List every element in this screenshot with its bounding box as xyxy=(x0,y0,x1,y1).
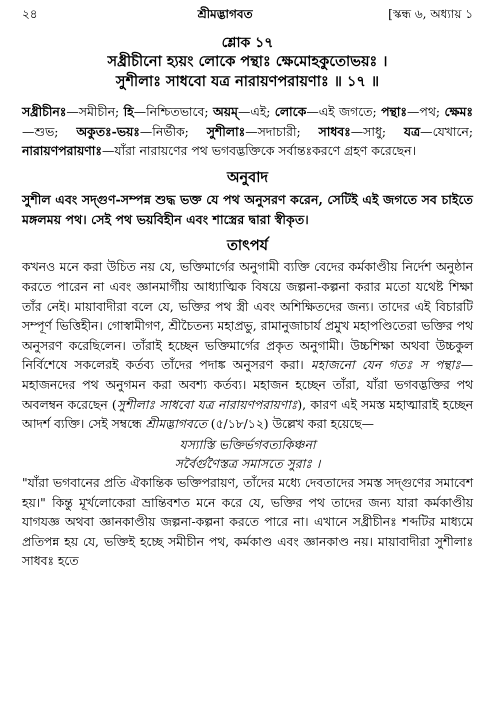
synonym-meaning: —শুভ; xyxy=(22,123,77,139)
synonym-meaning: —নিশ্চিতভাবে; xyxy=(133,104,214,119)
synonym-meaning: —সমীচীন; xyxy=(66,104,124,119)
purport-quote: সুশীলাঃ সাধবঃ xyxy=(22,534,473,569)
synonym-word: অয়ম্ xyxy=(213,104,238,119)
chapter-reference: [স্কন্ধ ৬, অধ্যায় ১ xyxy=(388,7,473,21)
purport-text: —মহাজনদের পথ অনুগমন করা অবশ্য কর্তব্য। মহাজন হচ্ছেন তাঁরা, যাঁরা ভগবদ্ভক্তির পথ অবলম্বন করেছেন ( xyxy=(22,358,473,412)
quote-line-1: যস্যাস্তি ভক্তির্ভগবত্যকিঞ্চনা xyxy=(179,436,316,452)
running-header xyxy=(22,6,473,24)
purport-quote: সুশীলাঃ সাধবো যত্র নারায়ণপরায়ণাঃ xyxy=(116,397,298,412)
synonym-meaning: —সাধু; xyxy=(350,123,404,139)
synonym-word: সাধবঃ xyxy=(318,123,351,139)
synonym-meaning: —যাঁরা নারায়ণের পথ ভগবদ্ভক্তিকে সর্বান্তঃকরণে গ্রহণ করেছেন। xyxy=(102,143,417,159)
verse-line-2: সুশীলাঃ সাধবো যত্র নারায়ণপরায়ণাঃ ॥ ১৭ ॥ xyxy=(115,73,380,90)
synonym-word: সুশীলাঃ xyxy=(206,123,246,139)
synonym-word: ক্ষেমঃ xyxy=(444,104,473,119)
verse-label: শ্লোক ১৭ xyxy=(221,35,274,51)
purport-paragraph-2 xyxy=(22,474,473,572)
synonyms xyxy=(22,102,473,161)
synonym-word: লোকে xyxy=(274,104,307,119)
purport-text: হতে xyxy=(53,554,79,569)
synonym-meaning: —এই; xyxy=(237,104,275,119)
synonym-meaning: —যেখানে; xyxy=(420,123,474,139)
purport-text: কখনও মনে করা উচিত নয় যে, ভক্তিমার্গের অনুগামী ব্যক্তি বেদের কর্মকাণ্ডীয় নির্দেশ অনুষ্ঠান করতে পারেন না এবং জ্ঞানমার্গীয় আধ্যাত্মিক বিষয়ে জল্পনা-কল্পনা করার মতো যথেষ্ট শিক্ষা তাঁর নেই। মায়াবাদীরা বলে যে, ভক্তির পথ স্ত্রী এবং অশিক্ষিতদের জন্য। তাদের এই বিচারটি সম্পূর্ণ ভিত্তিহীন। গোস্বামীগণ, শ্রীচৈতন্য মহাপ্রভু, রামানুজাচার্য প্রমুখ মহাপণ্ডিতেরা ভক্তির পথ অনুসরণ করেছিলেন। তাঁরাই হচ্ছেন ভক্তিমার্গের প্রকৃত অনুগামী। উচ্চশিক্ষা অথবা উচ্চকুল নির্বিশেষে সকলেরই কর্তব্য তাঁদের পদাঙ্ক অনুসরণ করা। xyxy=(22,260,473,373)
purport-paragraph-1 xyxy=(22,258,473,434)
purport-quote: সধ্রীচীনঃ xyxy=(352,515,397,530)
page-number: ২৪ xyxy=(22,7,38,21)
purport-quote: মহাজনো যেন গতঃ স পন্থাঃ xyxy=(310,358,461,373)
synonym-meaning: —সদাচারী; xyxy=(245,123,319,139)
verse-line-1: সধ্রীচীনো হ্যয়ং লোকে পন্থাঃ ক্ষেমোহকুতোভয়ঃ । xyxy=(107,53,388,70)
purport-quote: শ্রীমদ্ভাগবতে xyxy=(145,417,207,432)
synonym-word: যত্র xyxy=(403,123,421,139)
translation-heading: অনুবাদ xyxy=(226,168,269,186)
purport-text: (৫/১৮/১২) উল্লেখ করা হয়েছে— xyxy=(206,417,374,432)
purport-text: ), কারণ এই সমস্ত মহাত্মারাই হচ্ছেন আদর্শ ব্যক্তি। সেই সম্বন্ধে xyxy=(22,397,473,432)
purport-text: শব্দটির মাধ্যমে প্রতিপন্ন হয় যে, ভক্তিই হচ্ছে সমীচীন পথ, কর্মকাণ্ড এবং জ্ঞানকাণ্ড নয়। মায়াবাদীরা xyxy=(22,515,474,549)
translation-text: সুশীল এবং সদ্গুণ-সম্পন্ন শুদ্ধ ভক্ত যে পথ অনুসরণ করেন, সেটিই এই জগতে সব চাইতে মঙ্গলময় পথ। সেই পথ ভয়বিহীন এবং শাস্ত্রের দ্বারা স্বীকৃত। xyxy=(22,191,473,227)
synonym-meaning: —এই জগতে; xyxy=(306,104,382,119)
synonym-meaning: —নির্ভীক; xyxy=(139,123,207,139)
book-title: শ্রীমদ্ভাগবত xyxy=(197,7,253,21)
synonym-word: সধ্রীচীনঃ xyxy=(22,104,67,119)
quote-line-2: সর্বৈর্গুণৈস্তত্র সমাসতে সুরাঃ । xyxy=(174,456,321,472)
synonym-word: হি xyxy=(123,104,134,119)
synonym-word: পন্থাঃ xyxy=(381,104,408,119)
synonym-word: অকুতঃ-ভয়ঃ xyxy=(76,123,140,139)
synonym-meaning: —পথ; xyxy=(407,104,445,119)
synonym-word: নারায়ণপরায়ণাঃ xyxy=(22,143,102,159)
purport-heading: তাৎপর্য xyxy=(226,237,269,255)
purport-text: "যাঁরা ভগবানের প্রতি ঐকান্তিক ভক্তিপরায়ণ, তাঁদের মধ্যে দেবতাদের সমস্ত সদ্গুণের সমাবেশ হয়।" কিন্তু মূর্খলোকেরা ভ্রান্তিবশত মনে করে যে, ভক্তির পথ তাদের জন্য যারা কর্মকাণ্ডীয় যাগযজ্ঞ অথবা জ্ঞানকাণ্ডীয় জল্পনা-কল্পনা করতে পারে না। এখানে xyxy=(22,475,473,530)
